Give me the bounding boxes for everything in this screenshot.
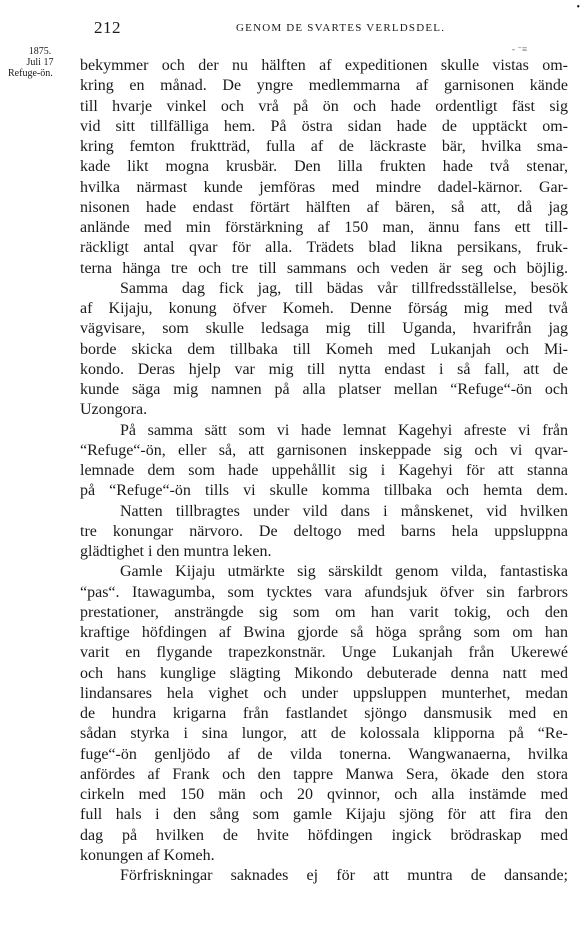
text-line: vägvisare, som skulle ledsaga mig till Uganda, hvarifrån jag bbox=[80, 320, 568, 338]
text-line: full hals i den sång som gamle Kijaju sjöng för att fira den bbox=[80, 806, 568, 824]
text-line: tre konungar närvoro. De deltogo med barns hela uppsluppna bbox=[80, 522, 568, 540]
text-line: borde skicka dem tillbaka till Komeh med Lukanjah och Mi- bbox=[80, 340, 568, 358]
text-line: nisonen hade endast förtärt hälften af bären, så att, då jag bbox=[80, 198, 568, 216]
text-line: cirkeln med 150 män och 20 qvinnor, och alla instämde med bbox=[80, 786, 568, 803]
margin-note-date: Juli 17 bbox=[26, 57, 54, 68]
text-line: och hans kunglige slägting Mikondo debuterade denna natt med bbox=[80, 664, 568, 682]
text-line: på “Refuge“-ön tills vi skulle komma tillbaka och hemta dem. bbox=[80, 482, 568, 500]
text-line: Gamle Kijaju utmärkte sig särskildt genom vilda, fantastiska bbox=[120, 563, 568, 581]
text-line: kraftige höfdingen af Bwina gjorde så höga språng som om han bbox=[80, 624, 568, 641]
text-line: Samma dag fick jag, till bädas vår tillfredsställelse, besök bbox=[120, 279, 568, 297]
text-line: Uzongora. bbox=[80, 401, 148, 419]
margin-note-place: Refuge-ön. bbox=[8, 68, 53, 79]
text-line: konungen af Komeh. bbox=[80, 846, 215, 864]
text-line: På samma sätt som vi hade lemnat Kagehyi afreste vi från bbox=[120, 421, 568, 439]
page-number: 212 bbox=[94, 18, 121, 37]
text-line: anfördes af Frank och den tappre Manwa Sera, ökade den stora bbox=[80, 765, 568, 783]
text-line: sådan styrka i sina lungor, att de kolossala klipporna på “Re- bbox=[80, 725, 568, 743]
text-line: terna hänga tre och tre till sammans och veden är seg och böjlig. bbox=[80, 259, 568, 277]
text-line: prestationer, ansträngde sig som om han varit tokig, och den bbox=[80, 603, 568, 621]
print-smudge: - ⁻≡ bbox=[512, 44, 528, 54]
text-line: kade likt mogna krusbär. Den lilla frukten hade två stenar, bbox=[80, 158, 568, 176]
text-line: “Refuge“-ön, eller så, att garnisonen inskeppade sig och vi qvar- bbox=[80, 441, 568, 459]
text-line: kondo. Deras hjelp var mig till nytta endast i så fall, att de bbox=[80, 360, 568, 378]
text-line: bekymmer och der nu hälften af expeditionen skulle vistas om- bbox=[80, 57, 568, 74]
body-text bbox=[80, 56, 568, 886]
text-line: Förfriskningar saknades ej för att muntra de dansande; bbox=[120, 867, 568, 884]
text-line: till hvarje vinkel och vrå på ön och hade ordentligt fäst sig bbox=[80, 97, 568, 115]
text-line: kunde säga mig namnen på alla platser mellan “Refuge“-ön och bbox=[80, 381, 568, 398]
text-line: “pas“. Itawagumba, som tycktes vara afundsjuk öfver sin farbrors bbox=[80, 583, 568, 601]
page-corner-mark: • bbox=[576, 2, 580, 13]
text-line: glädtighet i den muntra leken. bbox=[80, 543, 272, 560]
margin-note-year: 1875. bbox=[28, 46, 52, 57]
text-line: kring femton fruktträd, fulla af de läckraste bär, hvilka sma- bbox=[80, 138, 568, 155]
text-line: anlände med min förstärkning af 150 man, ännu fans ett till- bbox=[80, 219, 568, 236]
margin-note bbox=[8, 46, 72, 79]
text-line: af Kijaju, konung öfver Komeh. Denne förság mig med två bbox=[80, 300, 568, 317]
text-line: varit en flygande trapezkonstnär. Unge Lukanjah från Ukerewé bbox=[80, 644, 568, 662]
text-line: kring en månad. De yngre medlemmarna af garnisonen kände bbox=[80, 77, 568, 95]
text-line: räckligt antal qvar för alla. Trädets blad likna persikans, fruk- bbox=[80, 239, 568, 257]
text-line: dag på hvilken de hvite höfdingen ingick brödraskap med bbox=[80, 826, 568, 844]
text-line: de hundra krigarna från fastlandet sjöngo dansmusik med en bbox=[80, 705, 568, 722]
text-line: lindansares hela vighet och under uppsluppen munterhet, medan bbox=[80, 684, 568, 702]
text-line: vid sitt tillfälliga hem. På östra sidan hade de upptäckt om- bbox=[80, 117, 568, 135]
text-line: hvilka närmast kunde jemföras med mindre dadel-kärnor. Gar- bbox=[80, 178, 568, 196]
text-line: lemnade dem som hade uppehållit sig i Kagehyi för att stanna bbox=[80, 462, 568, 479]
text-line: Natten tillbragtes under vild dans i månskenet, vid hvilken bbox=[120, 502, 568, 520]
text-line: fuge“-ön genljödo af de vilda tonerna. Wangwanaerna, hvilka bbox=[80, 745, 568, 763]
running-head: GENOM DE SVARTES VERLDSDEL. bbox=[236, 22, 446, 34]
